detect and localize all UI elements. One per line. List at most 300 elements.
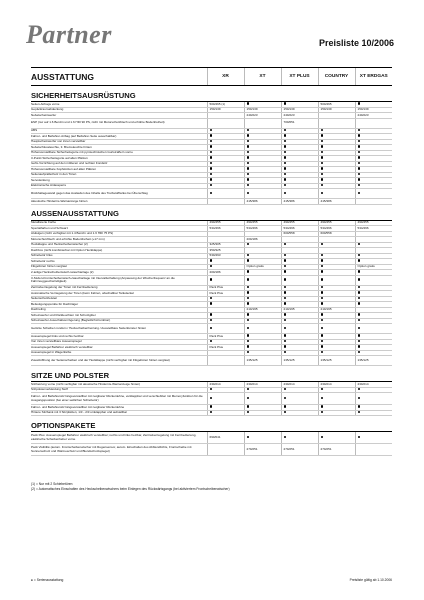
- row-label: Scheinwerfer-Ausschaltverzögerung (Begleitlicht-Funktion): [31, 318, 207, 324]
- standard-equipment-dot-icon: [247, 397, 250, 400]
- standard-equipment-dot-icon: [284, 340, 287, 343]
- equipment-table: [31, 67, 392, 456]
- column-header-title: AUSSTATTUNG: [31, 68, 207, 86]
- standard-equipment-dot-icon: [247, 388, 250, 391]
- row-value: 350/325: [207, 248, 244, 254]
- row-value: [355, 393, 392, 405]
- standard-equipment-dot-icon: [210, 192, 213, 195]
- standard-equipment-dot-icon: [358, 405, 361, 408]
- row-value: 534/496: [244, 226, 281, 232]
- footnotes: [31, 482, 230, 492]
- standard-equipment-dot-icon: [358, 102, 361, 105]
- row-label: Zentralverriegelung der Türen mit Fernbedienung: [31, 285, 207, 291]
- standard-equipment-dot-icon: [321, 302, 324, 305]
- standard-equipment-dot-icon: [358, 243, 361, 246]
- standard-equipment-dot-icon: [321, 140, 324, 143]
- row-label: Fahrer- und Beifahrer-Airbag (auf Beifahrer-Seite ausschaltbar): [31, 134, 207, 140]
- standard-equipment-dot-icon: [284, 243, 287, 246]
- footnote-2: (2) = Automatisches Einschalten des Heckscheibenwischers beim Einlegen des Rückwärtsgangs (bei aktiviertem Frontscheibenwischer): [31, 487, 230, 491]
- row-value: 534/496: [355, 226, 392, 232]
- standard-equipment-dot-icon: [284, 102, 287, 105]
- row-label: Aussenspiegel in Wagenfarbe: [31, 350, 207, 356]
- row-value: 600/558: [281, 231, 318, 237]
- standard-equipment-dot-icon: [321, 156, 324, 159]
- row-value: 415/386: [244, 199, 281, 205]
- standard-equipment-dot-icon: [358, 327, 361, 330]
- row-label: Pack Visibilité (autom. Frontscheibenwischer mit Regensensor, autom. Einschalten des Abblendlichts, Frontscheibe mit Sonnenschutz und Wärmeschutz und Blendschutzspiegel): [31, 444, 207, 456]
- row-label: Heckklappe und Heckscheibenwischer (2): [31, 242, 207, 248]
- row-label: Isofix-Vorrichtung auf den mittleren und rechten Fondsitz: [31, 161, 207, 167]
- standard-equipment-dot-icon: [247, 327, 250, 330]
- row-label: Aussenspiegel Beifahrer elektrisch verstellbar: [31, 345, 207, 351]
- standard-equipment-dot-icon: [358, 436, 361, 439]
- row-label: Aussenspiegel links und rechts heizbar: [31, 334, 207, 340]
- row-label: ABS: [31, 128, 207, 134]
- row-value: [355, 324, 392, 334]
- standard-equipment-dot-icon: [321, 291, 324, 294]
- row-label: Getönte Scheiben rundum / Heckscheibenheizung / Ausstellbare Seitenfenster hinten: [31, 324, 207, 334]
- row-value: [318, 189, 355, 199]
- standard-equipment-dot-icon: [358, 313, 361, 316]
- standard-equipment-dot-icon: [210, 178, 213, 181]
- row-value: 150/139: [207, 107, 244, 113]
- row-value: [355, 432, 392, 444]
- standard-equipment-dot-icon: [358, 334, 361, 337]
- standard-equipment-dot-icon: [247, 140, 250, 143]
- row-value: 530/493: [207, 253, 244, 259]
- standard-equipment-dot-icon: [321, 129, 324, 132]
- standard-equipment-dot-icon: [247, 351, 250, 354]
- section-header: [31, 416, 392, 432]
- standard-equipment-dot-icon: [321, 134, 324, 137]
- row-value: 490/455: [355, 220, 392, 226]
- standard-equipment-dot-icon: [284, 162, 287, 165]
- row-value: [244, 118, 281, 128]
- row-value: 490/455: [207, 220, 244, 226]
- standard-equipment-dot-icon: [284, 397, 287, 400]
- standard-equipment-dot-icon: [284, 129, 287, 132]
- standard-equipment-dot-icon: [358, 388, 361, 391]
- standard-equipment-dot-icon: [247, 254, 250, 257]
- row-label: Servolenkung: [31, 178, 207, 184]
- standard-equipment-dot-icon: [358, 286, 361, 289]
- table-row: [31, 118, 392, 128]
- section-header: [31, 366, 392, 382]
- standard-equipment-dot-icon: [210, 140, 213, 143]
- standard-equipment-dot-icon: [358, 291, 361, 294]
- standard-equipment-dot-icon: [247, 129, 250, 132]
- standard-equipment-dot-icon: [321, 319, 324, 322]
- standard-equipment-dot-icon: [247, 411, 250, 414]
- standard-equipment-dot-icon: [210, 259, 213, 262]
- row-label: Fahrer- und Beifahrersitz längsverstellbar mit neigbarer Rückenlehne, verklappbar und verschiebbar mit Memoryfunktion für die Ausgangsposition (bei einer seitlichen Schiebetür): [31, 393, 207, 405]
- row-value: 240/223: [281, 113, 318, 119]
- row-label: Seitenaufprallschutz in den Türen: [31, 172, 207, 178]
- row-value: 230/214: [318, 382, 355, 388]
- table-row: [31, 189, 392, 199]
- standard-equipment-dot-icon: [358, 297, 361, 300]
- row-value: 500/465 (1): [207, 102, 244, 108]
- table-row: [31, 356, 392, 366]
- row-value: [355, 444, 392, 456]
- row-label: Seitenschutzleisten: [31, 296, 207, 302]
- row-value: [355, 275, 392, 285]
- standard-equipment-dot-icon: [210, 151, 213, 154]
- standard-equipment-dot-icon: [247, 167, 250, 170]
- standard-equipment-dot-icon: [210, 156, 213, 159]
- standard-equipment-dot-icon: [321, 184, 324, 187]
- table-row: [31, 324, 392, 334]
- row-value: [244, 324, 281, 334]
- table-header-row: [31, 68, 392, 86]
- row-value: 230/214: [355, 382, 392, 388]
- standard-equipment-dot-icon: [247, 313, 250, 316]
- standard-equipment-dot-icon: [284, 134, 287, 137]
- row-value: Option gratis: [244, 264, 281, 270]
- standard-equipment-dot-icon: [321, 397, 324, 400]
- row-value: [318, 393, 355, 405]
- row-value: [207, 324, 244, 334]
- standard-equipment-dot-icon: [358, 351, 361, 354]
- row-value: 150/139: [244, 107, 281, 113]
- row-value: 490/455: [244, 220, 281, 226]
- standard-equipment-dot-icon: [321, 411, 324, 414]
- standard-equipment-dot-icon: [358, 178, 361, 181]
- standard-equipment-dot-icon: [210, 411, 213, 414]
- standard-equipment-dot-icon: [247, 243, 250, 246]
- row-value: 240/223: [355, 113, 392, 119]
- row-label: Rückhaltegewand gegen das Auslaufen des Inhalts des Treibstofftanks bei Überschlag: [31, 189, 207, 199]
- standard-equipment-dot-icon: [321, 351, 324, 354]
- validity-note: Preisliste gültig ab 1.10.2006: [349, 578, 392, 582]
- row-value: [207, 356, 244, 366]
- row-label: Seiten-Airbags vorne: [31, 102, 207, 108]
- row-label: Dachreling: [31, 307, 207, 313]
- row-value: 490/455: [318, 220, 355, 226]
- row-value: [318, 324, 355, 334]
- partner-logo: Partner: [26, 20, 112, 49]
- standard-equipment-dot-icon: [284, 291, 287, 294]
- standard-equipment-dot-icon: [321, 162, 324, 165]
- standard-equipment-dot-icon: [321, 405, 324, 408]
- standard-equipment-dot-icon: [210, 134, 213, 137]
- standard-equipment-dot-icon: [247, 151, 250, 154]
- row-value: 200/186: [244, 237, 281, 243]
- row-value: [244, 432, 281, 444]
- standard-equipment-dot-icon: [321, 254, 324, 257]
- row-value: Pack Plus: [207, 285, 244, 291]
- row-value: Option gratis: [355, 264, 392, 270]
- row-label: Flügeltüren hinten verglast: [31, 264, 207, 270]
- standard-equipment-dot-icon: [247, 278, 250, 281]
- row-value: 270/251: [318, 444, 355, 456]
- row-value: [318, 118, 355, 128]
- standard-equipment-dot-icon: [358, 278, 361, 281]
- standard-equipment-dot-icon: [247, 436, 250, 439]
- row-label: Alufelgen (nicht verfügbar mit 1.4 Benzin und 1.6 HDI 75 PS): [31, 231, 207, 237]
- standard-equipment-dot-icon: [358, 184, 361, 187]
- standard-equipment-dot-icon: [210, 173, 213, 176]
- standard-equipment-dot-icon: [247, 178, 250, 181]
- row-label: Metallisierte Farbe: [31, 220, 207, 226]
- row-label: Elektronische Anlassperre: [31, 183, 207, 189]
- standard-equipment-dot-icon: [247, 340, 250, 343]
- standard-equipment-dot-icon: [284, 297, 287, 300]
- row-value: [207, 393, 244, 405]
- standard-equipment-dot-icon: [210, 397, 213, 400]
- row-value: [207, 444, 244, 456]
- standard-equipment-dot-icon: [284, 254, 287, 257]
- standard-equipment-dot-icon: [358, 254, 361, 257]
- standard-equipment-dot-icon: [247, 302, 250, 305]
- standard-equipment-dot-icon: [321, 313, 324, 316]
- standard-equipment-dot-icon: [247, 345, 250, 348]
- standard-equipment-dot-icon: [321, 286, 324, 289]
- standard-equipment-dot-icon: [210, 278, 213, 281]
- standard-equipment-dot-icon: [284, 151, 287, 154]
- row-value: 150/139: [355, 107, 392, 113]
- row-label: Motorschutzblech und erhöhte Bodenfreiheit (+17 mm): [31, 237, 207, 243]
- row-value: [281, 275, 318, 285]
- standard-equipment-dot-icon: [321, 270, 324, 273]
- standard-equipment-dot-icon: [247, 192, 250, 195]
- price-list-title: Preisliste 10/2006: [318, 38, 394, 48]
- standard-equipment-dot-icon: [284, 345, 287, 348]
- standard-equipment-dot-icon: [358, 129, 361, 132]
- table-row: [31, 444, 392, 456]
- section-title: OPTIONSPAKETE: [31, 416, 392, 432]
- standard-equipment-dot-icon: [210, 302, 213, 305]
- standard-equipment-dot-icon: [321, 278, 324, 281]
- standard-equipment-dot-icon: [284, 192, 287, 195]
- row-value: 534/496: [281, 226, 318, 232]
- row-value: 150/139: [318, 107, 355, 113]
- standard-equipment-dot-icon: [210, 340, 213, 343]
- row-value: [318, 275, 355, 285]
- standard-equipment-dot-icon: [284, 411, 287, 414]
- standard-equipment-dot-icon: [358, 345, 361, 348]
- row-label: Sitzpolsterverkleidung Stoff: [31, 387, 207, 393]
- standard-equipment-dot-icon: [358, 192, 361, 195]
- row-value: Pack Plus: [207, 345, 244, 351]
- page-header: [0, 0, 424, 60]
- section-title: SICHERHEITSAUSRÜSTUNG: [31, 86, 392, 102]
- section-header: [31, 86, 392, 102]
- row-value: 490/455: [281, 220, 318, 226]
- row-value: [281, 393, 318, 405]
- row-value: 534/496: [318, 226, 355, 232]
- standard-equipment-dot-icon: [210, 145, 213, 148]
- standard-equipment-dot-icon: [284, 167, 287, 170]
- row-label: Befestigungspunkte für Dachträger: [31, 302, 207, 308]
- row-value: Pack Plus: [207, 334, 244, 340]
- row-value: 210/195: [281, 307, 318, 313]
- standard-equipment-dot-icon: [358, 270, 361, 273]
- standard-equipment-dot-icon: [210, 297, 213, 300]
- standard-equipment-dot-icon: [210, 162, 213, 165]
- footnote-1: (1) = Nur mit 2 Schiebetüren: [31, 482, 73, 486]
- standard-equipment-dot-icon: [210, 313, 213, 316]
- row-value: [281, 324, 318, 334]
- row-value: Pack Plus: [207, 291, 244, 297]
- standard-equipment-dot-icon: [247, 270, 250, 273]
- standard-equipment-dot-icon: [284, 173, 287, 176]
- standard-equipment-dot-icon: [358, 411, 361, 414]
- standard-equipment-dot-icon: [358, 302, 361, 305]
- standard-equipment-dot-icon: [321, 388, 324, 391]
- standard-equipment-dot-icon: [210, 327, 213, 330]
- row-value: 230/214: [281, 382, 318, 388]
- row-value: 500/465: [318, 102, 355, 108]
- row-value: [244, 275, 281, 285]
- standard-equipment-dot-icon: [358, 173, 361, 176]
- row-value: 534/496: [207, 226, 244, 232]
- standard-equipment-dot-icon: [358, 145, 361, 148]
- row-label: 3-Punkt Sicherheitsgurte auf allen Plätzen: [31, 156, 207, 162]
- row-label: Spezialfarben und Schwarz: [31, 226, 207, 232]
- row-label: Höhenverstellbare Sicherheitsgurte mit pyrotechnischen Gurtstraffern vorne: [31, 150, 207, 156]
- standard-equipment-dot-icon: [284, 351, 287, 354]
- row-label: Gepäckraumabdeckung: [31, 107, 207, 113]
- row-value: 200/186: [207, 270, 244, 276]
- standard-equipment-dot-icon: [284, 259, 287, 262]
- standard-equipment-dot-icon: [358, 397, 361, 400]
- standard-equipment-dot-icon: [210, 265, 213, 268]
- row-value: [244, 393, 281, 405]
- section-title: SITZE UND POLSTER: [31, 366, 392, 382]
- standard-equipment-dot-icon: [247, 173, 250, 176]
- standard-equipment-dot-icon: [284, 184, 287, 187]
- standard-equipment-dot-icon: [247, 184, 250, 187]
- row-value: [207, 189, 244, 199]
- standard-equipment-dot-icon: [321, 340, 324, 343]
- table-row: [31, 432, 392, 444]
- standard-equipment-dot-icon: [284, 270, 287, 273]
- row-label: Schiebetür rechts: [31, 259, 207, 265]
- row-label: Automatische Verriegelung der Türen (beim Fahren, abschaltbar Tankdeckel: [31, 291, 207, 297]
- standard-equipment-dot-icon: [284, 286, 287, 289]
- standard-equipment-dot-icon: [321, 334, 324, 337]
- row-value: 230/214: [207, 382, 244, 388]
- standard-equipment-dot-icon: [247, 291, 250, 294]
- row-label: Sitzheizung vorne (nicht verfügbar mit akustische Hindernis-Warnanzeige hinten): [31, 382, 207, 388]
- standard-equipment-dot-icon: [210, 167, 213, 170]
- standard-equipment-dot-icon: [321, 173, 324, 176]
- section-title: AUSSENAUSSTATTUNG: [31, 204, 392, 220]
- standard-equipment-dot-icon: [284, 319, 287, 322]
- standard-equipment-dot-icon: [247, 334, 250, 337]
- standard-equipment-dot-icon: [358, 162, 361, 165]
- standard-equipment-dot-icon: [321, 167, 324, 170]
- standard-equipment-dot-icon: [321, 178, 324, 181]
- standard-equipment-dot-icon: [247, 156, 250, 159]
- standard-equipment-dot-icon: [284, 178, 287, 181]
- row-value: 600/558: [318, 231, 355, 237]
- standard-equipment-dot-icon: [247, 286, 250, 289]
- standard-equipment-dot-icon: [247, 162, 250, 165]
- row-value: 270/251: [281, 444, 318, 456]
- table-row: [31, 275, 392, 285]
- standard-equipment-dot-icon: [210, 184, 213, 187]
- row-label: Pack Plus: Aussenspiegel Beifahrer elektrisch verstellbar; rechts und links heizbar, Zentralverriegelung mit Fernbedienung, elektrische Scheibenheber vorne: [31, 432, 207, 444]
- standard-equipment-dot-icon: [284, 405, 287, 408]
- standard-equipment-dot-icon: [247, 102, 250, 105]
- row-value: [355, 189, 392, 199]
- row-value: 690/641: [207, 432, 244, 444]
- standard-equipment-dot-icon: [358, 140, 361, 143]
- row-value: [355, 118, 392, 128]
- standard-equipment-dot-icon: [321, 243, 324, 246]
- section-header: [31, 204, 392, 220]
- standard-equipment-dot-icon: [358, 340, 361, 343]
- row-label: 3-Stufen-Frontscheibenwisch-/waschanlage mit Intervallschaltung (Anpassung der Wischerfrequenz an die Fahrzeuggeschwindigkeit): [31, 275, 207, 285]
- standard-equipment-dot-icon: [210, 129, 213, 132]
- standard-equipment-dot-icon: [321, 436, 324, 439]
- row-value: 150/139: [281, 107, 318, 113]
- standard-equipment-dot-icon: [284, 436, 287, 439]
- row-value: [244, 189, 281, 199]
- row-value: 135/125: [244, 356, 281, 366]
- row-value: 230/214: [244, 382, 281, 388]
- row-value: 135/125: [355, 356, 392, 366]
- column-header-xt: XT: [244, 68, 281, 86]
- row-label: Scheinwerfer und Rückleuchten mit Schutzgitter: [31, 313, 207, 319]
- standard-equipment-dot-icon: [321, 265, 324, 268]
- row-value: [281, 189, 318, 199]
- standard-equipment-dot-icon: [321, 145, 324, 148]
- standard-equipment-dot-icon: [284, 302, 287, 305]
- page-footer: [31, 578, 392, 582]
- standard-equipment-dot-icon: [247, 297, 250, 300]
- table-row: [31, 393, 392, 405]
- row-value: [207, 275, 244, 285]
- row-value: 135/125: [318, 356, 355, 366]
- equipment-table-wrapper: [31, 67, 392, 456]
- column-header-xt-plus: XT PLUS: [281, 68, 318, 86]
- row-value: 240/223: [244, 113, 281, 119]
- row-value: 415/386: [281, 199, 318, 205]
- standard-equipment-dot-icon: [284, 278, 287, 281]
- standard-equipment-dot-icon: [284, 313, 287, 316]
- standard-equipment-dot-icon: [284, 334, 287, 337]
- standard-equipment-dot-icon: [210, 388, 213, 391]
- standard-equipment-dot-icon: [247, 134, 250, 137]
- standard-equipment-dot-icon: [284, 265, 287, 268]
- standard-equipment-dot-icon: [321, 327, 324, 330]
- row-label: Hintere Sitzbank mit 3 Sitzplätzen, 1/3 - 2/3 umklappbar und aufstellbar: [31, 410, 207, 416]
- standard-equipment-dot-icon: [284, 140, 287, 143]
- row-label: Hauptscheinwerfer von innen verstellbar: [31, 139, 207, 145]
- standard-equipment-dot-icon: [358, 134, 361, 137]
- standard-equipment-dot-icon: [284, 327, 287, 330]
- standard-equipment-dot-icon: [247, 405, 250, 408]
- row-value: 270/251: [244, 444, 281, 456]
- standard-equipment-dot-icon: [321, 151, 324, 154]
- row-label: Von innen verstellbare Aussenspiegel: [31, 339, 207, 345]
- column-header-xt-erdgas: XT ERDGAS: [355, 68, 392, 86]
- legend-standard-equipment: ● = Serienausstattung: [31, 578, 64, 582]
- standard-equipment-dot-icon: [284, 145, 287, 148]
- standard-equipment-dot-icon: [210, 405, 213, 408]
- row-value: 325/305: [207, 242, 244, 248]
- standard-equipment-dot-icon: [321, 297, 324, 300]
- row-value: [207, 118, 244, 128]
- row-label: Nebelscheinwerfer: [31, 113, 207, 119]
- row-label: Zusatzöffnung der Seitenscheiben und der Heckklappe (nicht verfügbar mit Flügeltüren hinten verglast): [31, 356, 207, 366]
- standard-equipment-dot-icon: [358, 259, 361, 262]
- row-value: 415/386: [318, 199, 355, 205]
- row-label: ESP (nur auf 1.6 Benzin und 1.6 HDI 90 PS, nicht mit Motorschutzblech und erhöhte Bodenfreiheit): [31, 118, 207, 128]
